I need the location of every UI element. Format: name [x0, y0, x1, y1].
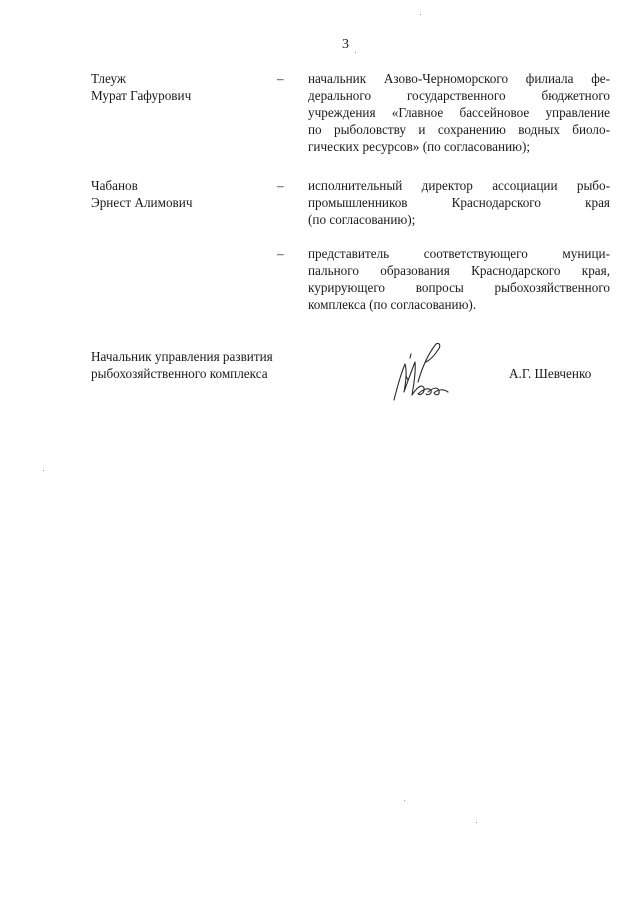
description-line: представитель соответствующего муници-	[308, 246, 610, 261]
page-number: 3	[342, 37, 349, 52]
description-line: комплекса (по согласованию).	[308, 297, 477, 312]
member-description	[308, 177, 610, 228]
description-line: (по согласованию);	[308, 212, 416, 227]
signatory-name: А.Г. Шевченко	[509, 366, 592, 381]
description-line: учреждения «Главное бассейновое управление	[308, 105, 610, 120]
scan-speck	[404, 800, 405, 801]
position-line: рыбохозяйственного комплекса	[91, 366, 268, 381]
member-given-names: Мурат Гафурович	[91, 88, 192, 103]
member-description	[308, 70, 610, 155]
dash-separator: –	[277, 246, 284, 261]
description-line: начальник Азово-Черноморского филиала фе-	[308, 71, 610, 86]
member-surname: Тлеуж	[91, 71, 127, 86]
description-line: гических ресурсов» (по согласованию);	[308, 139, 531, 154]
handwritten-signature	[388, 340, 458, 405]
member-description	[308, 245, 610, 313]
scan-speck	[420, 14, 421, 15]
description-line: по рыболовству и сохранению водных биоло-	[308, 122, 610, 137]
dash-separator: –	[277, 71, 284, 86]
description-line: исполнительный директор ассоциации рыбо-	[308, 178, 610, 193]
position-line: Начальник управления развития	[91, 349, 273, 364]
description-line: промышленников Краснодарского края	[308, 195, 610, 210]
description-line: курирующего вопросы рыбохозяйственного	[308, 280, 610, 295]
member-name	[91, 177, 261, 211]
scan-speck	[355, 52, 356, 53]
signatory-position	[91, 348, 321, 382]
member-name	[91, 70, 261, 104]
member-surname: Чабанов	[91, 178, 138, 193]
description-line: пального образования Краснодарского края,	[308, 263, 610, 278]
description-line: дерального государственного бюджетного	[308, 88, 610, 103]
member-given-names: Эрнест Алимович	[91, 195, 193, 210]
dash-separator: –	[277, 178, 284, 193]
scan-speck	[476, 822, 477, 823]
scan-speck	[43, 470, 44, 471]
